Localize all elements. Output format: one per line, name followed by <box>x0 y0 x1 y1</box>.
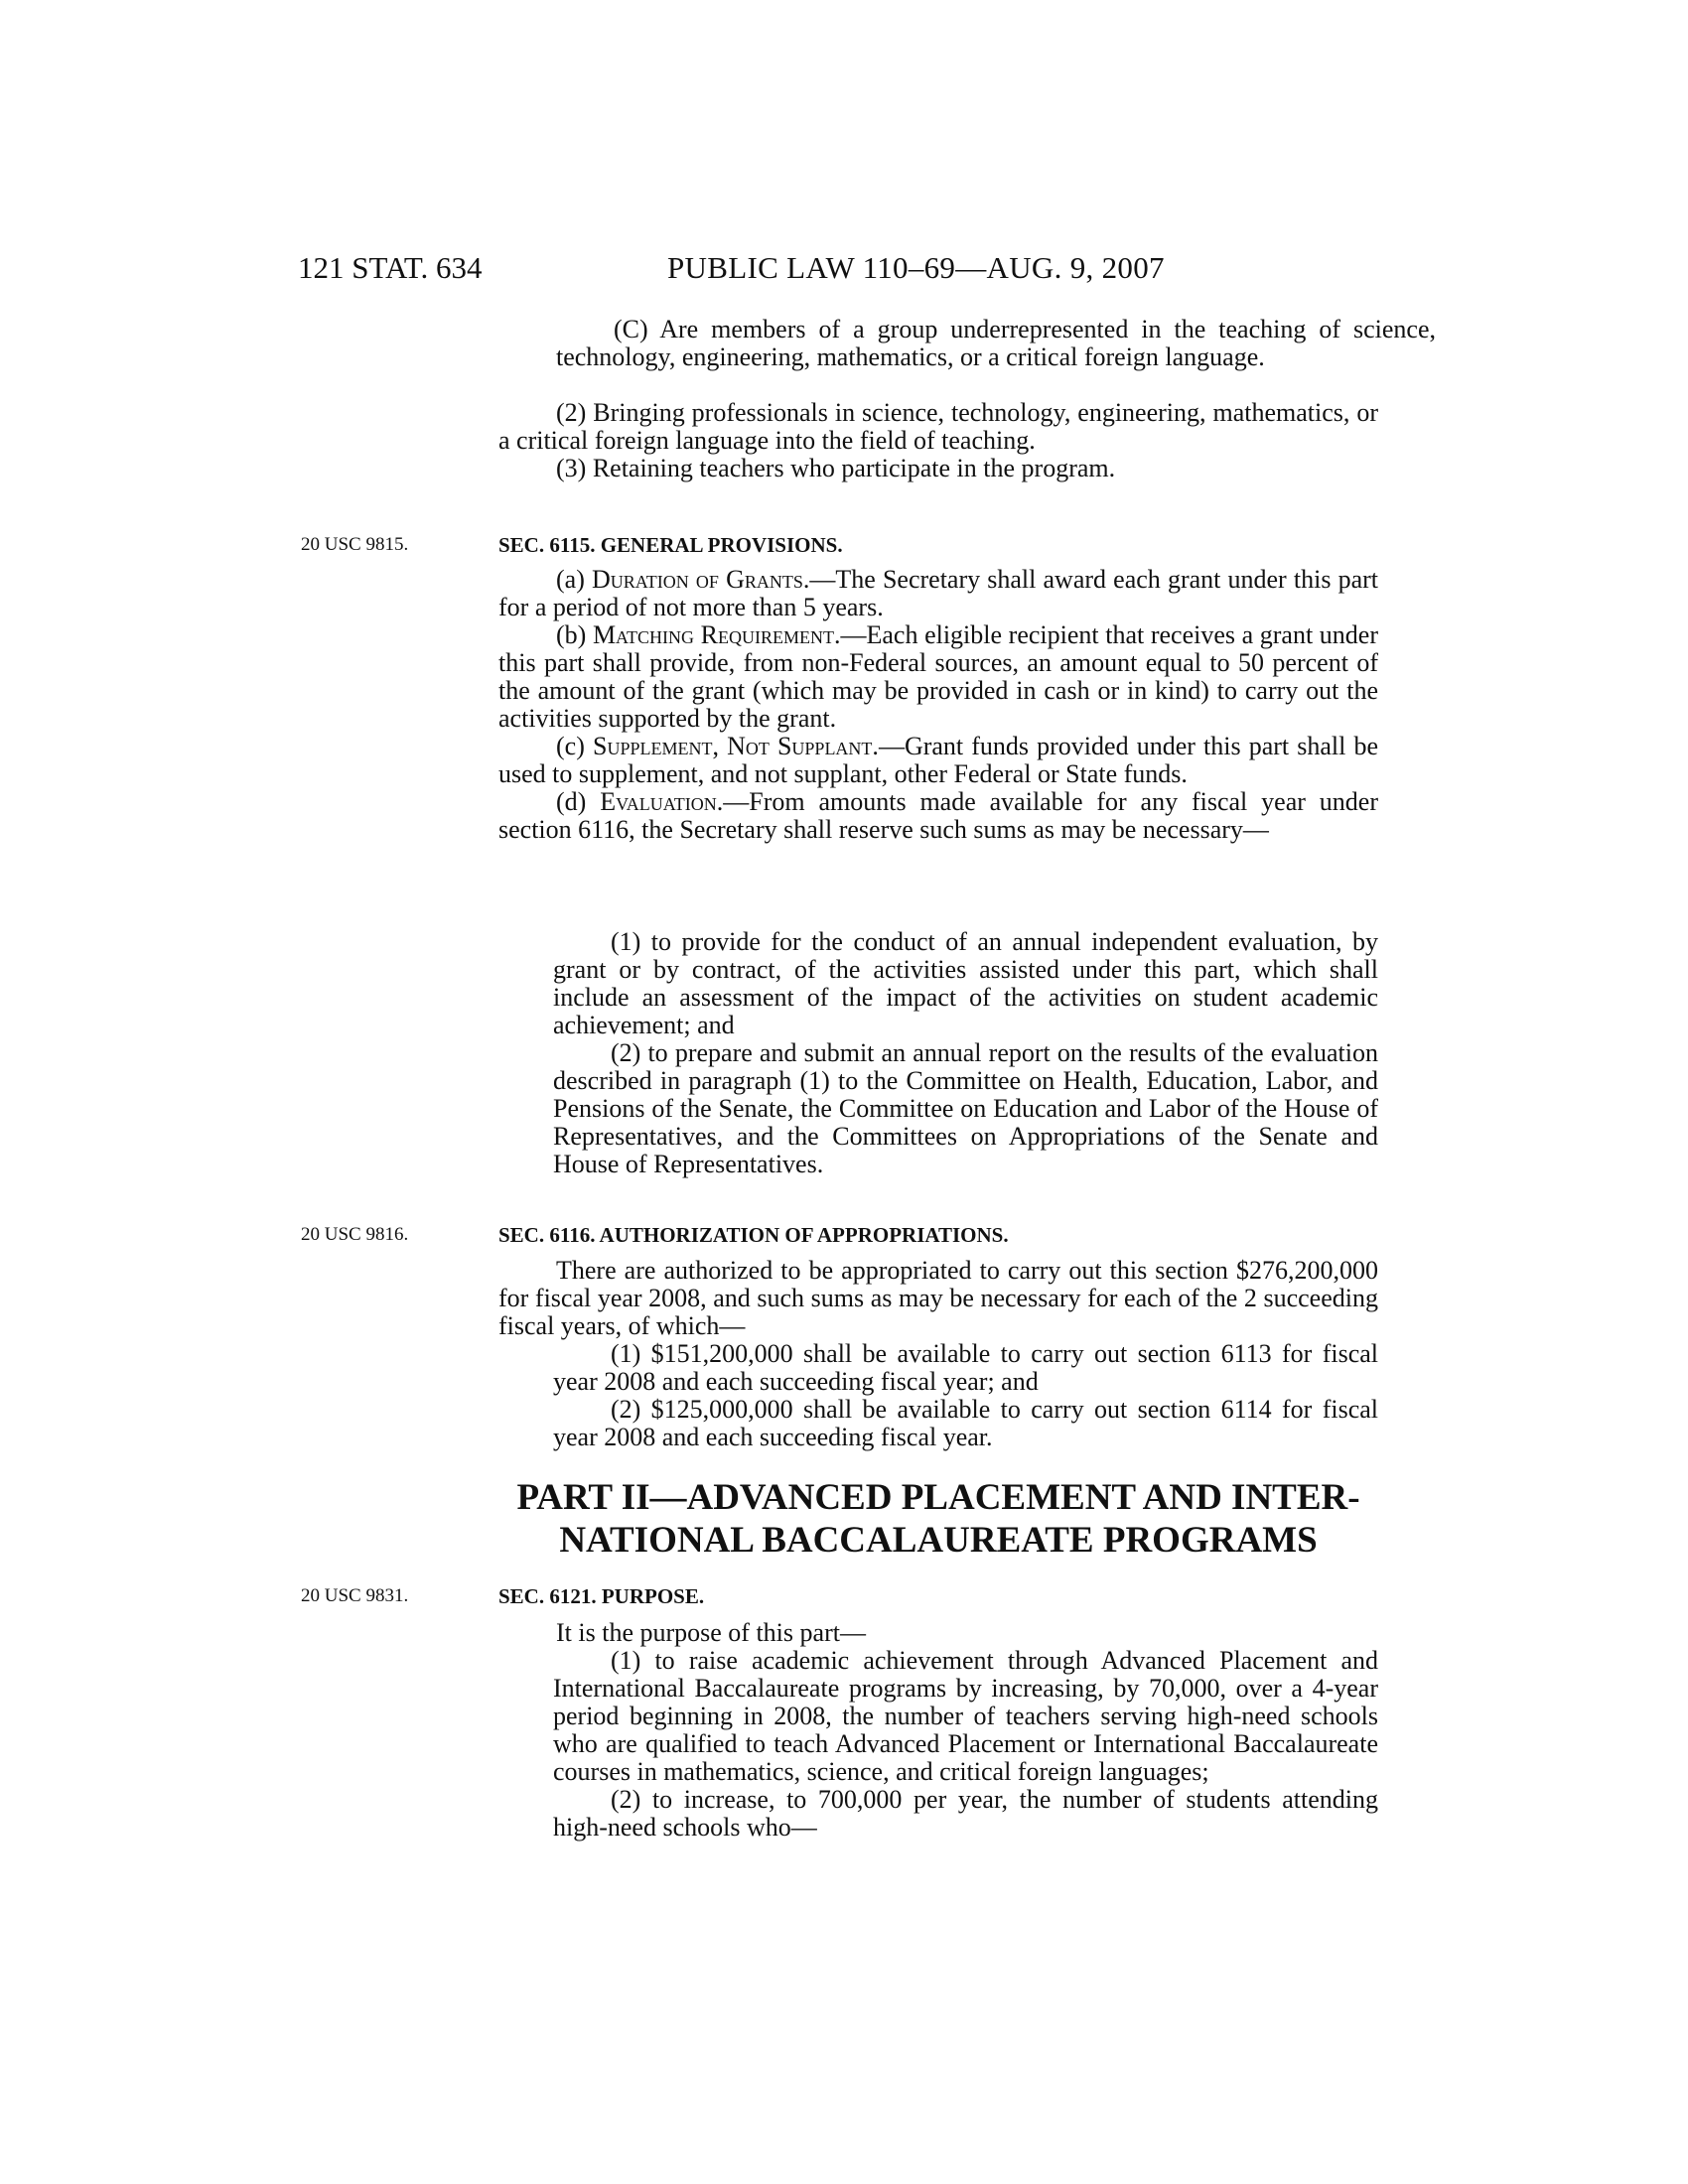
subsection-c-caption: Supplement, Not Supplant. <box>592 732 879 760</box>
clause-c: (C) Are members of a group underrepresented in the teaching of science, technology, engineering, mathematics, or a critical foreign language. <box>556 315 1436 371</box>
section-6116-intro: There are authorized to be appropriated to carry out this section $276,200,000 for fiscal year 2008, and such sums as may be necessary for each of the 2 succeeding fiscal years, of which— <box>498 1256 1378 1340</box>
section-heading-6121: SEC. 6121. PURPOSE. <box>498 1584 705 1608</box>
part-heading-line-1: PART II—ADVANCED PLACEMENT AND INTER- <box>516 1477 1360 1518</box>
subsection-c: (c) Supplement, Not Supplant.—Grant funds provided under this part shall be used to supplement, and not supplant, other Federal or State funds. <box>498 732 1378 788</box>
margin-note-9815: 20 USC 9815. <box>301 534 409 555</box>
subsection-d-paragraph-2: (2) to prepare and submit an annual report on the results of the evaluation described in paragraph (1) to the Committee on Health, Education, Labor, and Pensions of the Senate, the Committee on Education and Labor of the House of Representatives, and the Committees on Appropriations of the Senate and House of Representatives. <box>553 1038 1378 1178</box>
section-6116-paragraph-1: (1) $151,200,000 shall be available to carry out section 6113 for fiscal year 2008 and each succeeding fiscal year; and <box>553 1339 1378 1396</box>
section-heading-6115: SEC. 6115. GENERAL PROVISIONS. <box>498 533 843 557</box>
paragraph-3: (3) Retaining teachers who participate in the program. <box>556 454 1116 482</box>
section-6116-body <box>498 1257 1378 1340</box>
subsection-b: (b) Matching Requirement.—Each eligible recipient that receives a grant under this part shall provide, from non-Federal sources, an amount equal to 50 percent of the amount of the grant (which may be provided in cash or in kind) to carry out the activities supported by the grant. <box>498 620 1378 733</box>
running-title: PUBLIC LAW 110–69—AUG. 9, 2007 <box>667 250 1165 285</box>
section-6116-paragraphs <box>498 1340 1378 1451</box>
part-heading <box>498 1476 1378 1562</box>
subsection-d-paragraph-1: (1) to provide for the conduct of an annual independent evaluation, by grant or by contract, of the activities assisted under this part, which shall include an assessment of the impact of the activities on student academic achievement; and <box>553 927 1378 1039</box>
section-6121-body <box>498 1619 1378 1842</box>
continuation-block <box>498 316 1436 371</box>
section-heading-6116: SEC. 6116. AUTHORIZATION OF APPROPRIATIONS. <box>498 1223 1009 1247</box>
part-heading-line-2: NATIONAL BACCALAUREATE PROGRAMS <box>559 1520 1318 1561</box>
subsection-a: (a) Duration of Grants.—The Secretary shall award each grant under this part for a period of not more than 5 years. <box>498 565 1379 621</box>
page-header <box>298 250 1378 290</box>
margin-note-9831: 20 USC 9831. <box>301 1585 409 1606</box>
subsection-a-caption: Duration of Grants. <box>592 565 810 594</box>
subsection-d-caption: Evaluation. <box>600 787 724 816</box>
subsection-d: (d) Evaluation.—From amounts made available for any fiscal year under section 6116, the Secretary shall reserve such sums as may be necessary— <box>498 787 1378 844</box>
section-6121-paragraph-2: (2) to increase, to 700,000 per year, the number of students attending high-need schools who— <box>553 1785 1378 1842</box>
section-6121-intro: It is the purpose of this part— <box>556 1618 866 1647</box>
paragraph-2: (2) Bringing professionals in science, technology, engineering, mathematics, or a critical foreign language into the field of teaching. <box>498 398 1378 455</box>
continuation-paragraphs <box>498 399 1378 482</box>
section-6115-body <box>498 566 1378 844</box>
subsection-b-caption: Matching Requirement. <box>592 620 841 649</box>
margin-note-9816: 20 USC 9816. <box>301 1224 409 1245</box>
section-6116-paragraph-2: (2) $125,000,000 shall be available to carry out section 6114 for fiscal year 2008 and each succeeding fiscal year. <box>553 1395 1378 1451</box>
subsection-d-paragraphs <box>498 928 1378 1178</box>
section-6121-paragraph-1: (1) to raise academic achievement through Advanced Placement and International Baccalaureate programs by increasing, by 70,000, over a 4-year period beginning in 2008, the number of teachers serving high-need schools who are qualified to teach Advanced Placement or International Baccalaureate courses in mathematics, science, and critical foreign languages; <box>553 1646 1378 1786</box>
statute-page-number: 121 STAT. 634 <box>298 250 483 285</box>
